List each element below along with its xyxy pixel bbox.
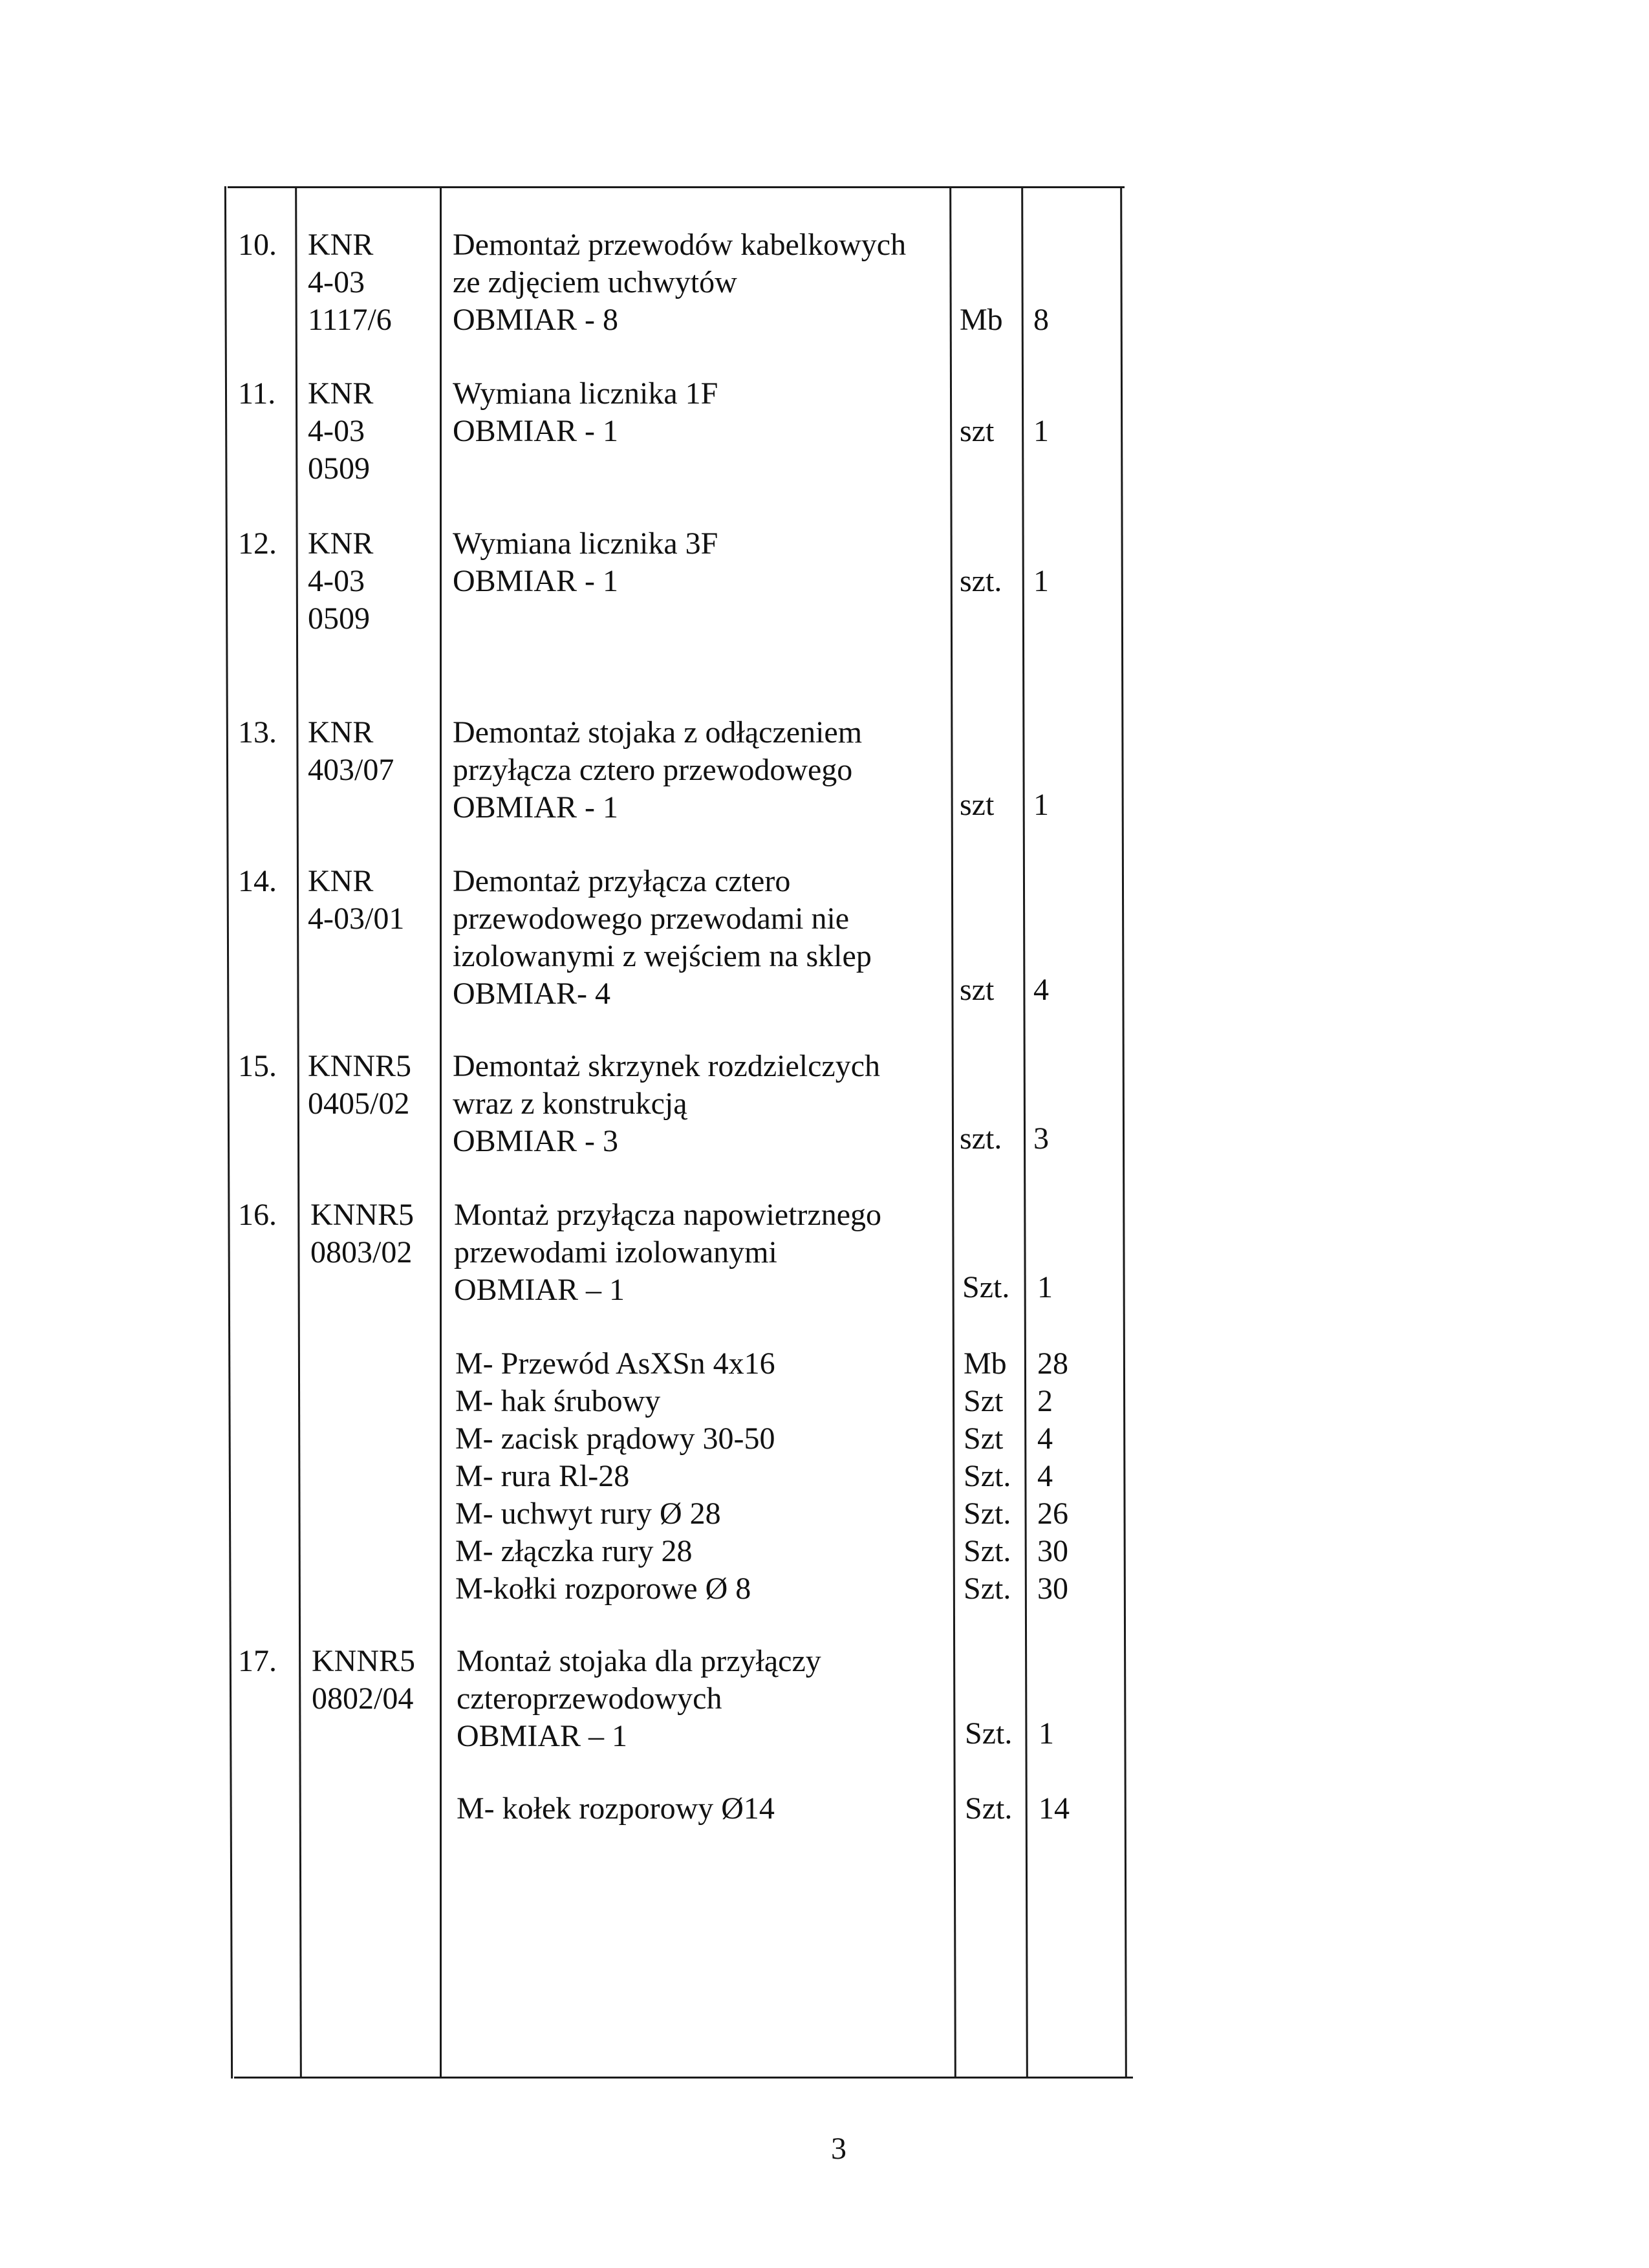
material-quantity: 4 (1037, 1421, 1053, 1456)
row-number: 16. (238, 1198, 277, 1232)
row-code: KNR 4-03 0509 (308, 376, 374, 486)
row-code: KNR 4-03 1117/6 (308, 228, 392, 337)
material-name: M- złączka rury 28 (455, 1534, 693, 1568)
material-name: M- zacisk prądowy 30-50 (455, 1421, 775, 1456)
row-quantity: 1 (1033, 564, 1049, 598)
table-top-border (228, 186, 1125, 188)
materials-list (455, 1345, 775, 1608)
row-description: Demontaż przyłącza cztero przewodowego przewodami nie izolowanymi z wejściem na sklep OBMIAR- 4 (453, 864, 872, 1011)
row-quantity: 3 (1033, 1121, 1049, 1156)
material-unit: Szt. (964, 1459, 1011, 1493)
table-bottom-border (234, 2077, 1133, 2079)
row-description: Demontaż skrzynek rozdzielczych wraz z konstrukcją OBMIAR - 3 (453, 1049, 881, 1158)
row-code: KNR 4-03 0509 (308, 526, 374, 636)
material-unit: Szt (964, 1421, 1004, 1456)
material-unit: Szt. (964, 1496, 1011, 1531)
material-unit: Szt. (964, 1534, 1011, 1568)
row-quantity: 4 (1033, 973, 1049, 1007)
material-unit: Mb (964, 1346, 1007, 1381)
row-quantity: 1 (1033, 788, 1049, 822)
row-description: Wymiana licznika 1F OBMIAR - 1 (453, 376, 718, 448)
row-unit: szt. (960, 1121, 1002, 1156)
row-code: KNNR5 0405/02 (308, 1049, 412, 1121)
materials-quantities (1037, 1345, 1068, 1608)
column-divider-description (440, 186, 442, 2079)
row-unit: Szt. (965, 1716, 1013, 1751)
row-unit: szt (960, 788, 995, 822)
row-quantity: 1 (1033, 414, 1049, 448)
material-name: M-kołki rozporowe Ø 8 (455, 1571, 751, 1606)
material-name: M- uchwyt rury Ø 28 (455, 1496, 721, 1531)
row-quantity: 8 (1033, 303, 1049, 337)
row-unit: szt (960, 973, 995, 1007)
material-quantity: 14 (1039, 1791, 1070, 1826)
row-code: KNR 403/07 (308, 715, 394, 787)
column-divider-unit (949, 186, 956, 2079)
row-quantity: 1 (1039, 1716, 1054, 1751)
material-name: M- rura Rl-28 (455, 1459, 630, 1493)
material-name: M- Przewód AsXSn 4x16 (455, 1346, 775, 1381)
row-number: 15. (238, 1049, 277, 1083)
row-number: 14. (238, 864, 277, 898)
material-name: M- kołek rozporowy Ø14 (457, 1791, 775, 1826)
material-quantity: 26 (1037, 1496, 1068, 1531)
row-unit: Mb (960, 303, 1003, 337)
row-code: KNNR5 0803/02 (310, 1198, 415, 1269)
row-number: 13. (238, 715, 277, 750)
materials-units (964, 1345, 1011, 1608)
material-quantity: 2 (1037, 1384, 1053, 1418)
row-number: 10. (238, 228, 277, 262)
row-number: 17. (238, 1644, 277, 1678)
row-quantity: 1 (1037, 1270, 1053, 1304)
material-quantity: 30 (1037, 1571, 1068, 1606)
material-quantity: 28 (1037, 1346, 1068, 1381)
material-unit: Szt. (965, 1791, 1013, 1826)
material-quantity: 30 (1037, 1534, 1068, 1568)
table-left-border (224, 186, 233, 2079)
page-number: 3 (831, 2132, 846, 2166)
row-code: KNR 4-03/01 (308, 864, 405, 936)
material-name: M- hak śrubowy (455, 1384, 661, 1418)
row-number: 12. (238, 526, 277, 561)
row-code: KNNR5 0802/04 (312, 1644, 416, 1716)
material-quantity: 4 (1037, 1459, 1053, 1493)
column-divider-quantity (1021, 186, 1028, 2079)
row-unit: szt (960, 414, 995, 448)
material-unit: Szt. (964, 1571, 1011, 1606)
row-description: Demontaż przewodów kabelkowych ze zdjęciem uchwytów OBMIAR - 8 (453, 228, 907, 337)
row-number: 11. (238, 376, 276, 411)
column-divider-code (295, 186, 302, 2079)
row-unit: szt. (960, 564, 1002, 598)
row-description: Montaż stojaka dla przyłączy czteroprzewodowych OBMIAR – 1 (457, 1644, 821, 1753)
row-unit: Szt. (962, 1270, 1010, 1304)
table-right-border (1120, 186, 1127, 2079)
row-description: Montaż przyłącza napowietrznego przewodami izolowanymi OBMIAR – 1 (454, 1198, 882, 1307)
row-description: Wymiana licznika 3F OBMIAR - 1 (453, 526, 718, 598)
material-unit: Szt (964, 1384, 1004, 1418)
row-description: Demontaż stojaka z odłączeniem przyłącza cztero przewodowego OBMIAR - 1 (453, 715, 863, 825)
